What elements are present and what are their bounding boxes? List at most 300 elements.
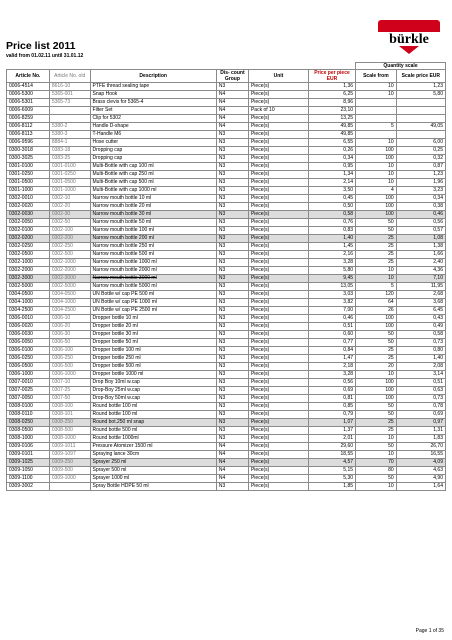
article-no-cell: 0302-0200: [7, 235, 50, 243]
article-no-cell: 0304-1000: [7, 299, 50, 307]
scale-price-cell: 3,68: [396, 299, 445, 307]
price-table: [6, 62, 446, 491]
article-no-cell: 0006-5300: [7, 91, 50, 99]
scale-price-cell: 0,58: [396, 331, 445, 339]
unit-cell: Piece(s): [248, 83, 308, 91]
description-cell: UN Bottle w/ cap PE 2500 ml: [90, 307, 216, 315]
article-no-cell: 0308-0100: [7, 403, 50, 411]
article-no-cell: 0301-0100: [7, 163, 50, 171]
article-no-old-cell: 0306-100: [49, 347, 90, 355]
unit-cell: Piece(s): [248, 171, 308, 179]
price-cell: 0,45: [308, 195, 355, 203]
unit-cell: Piece(s): [248, 179, 308, 187]
price-table-body: [7, 83, 446, 491]
scale-price-cell: 0,63: [396, 387, 445, 395]
price-cell: 0,83: [308, 227, 355, 235]
discount-group-cell: N3: [216, 267, 248, 275]
scale-price-cell: [396, 107, 445, 115]
scale-price-cell: 2,40: [396, 259, 445, 267]
scale-from-cell: 10: [356, 451, 397, 459]
unit-cell: Piece(s): [248, 315, 308, 323]
table-row: [7, 139, 446, 147]
unit-cell: Piece(s): [248, 251, 308, 259]
scale-from-cell: 100: [356, 195, 397, 203]
scale-from-cell: 70: [356, 459, 397, 467]
scale-from-cell: 100: [356, 379, 397, 387]
discount-group-cell: N3: [216, 83, 248, 91]
scale-from-cell: 100: [356, 211, 397, 219]
price-cell: 1,40: [308, 235, 355, 243]
price-cell: 0,60: [308, 331, 355, 339]
article-no-cell: 0301-1000: [7, 187, 50, 195]
scale-price-cell: 4,09: [396, 459, 445, 467]
scale-price-cell: 2,08: [396, 363, 445, 371]
table-row: [7, 419, 446, 427]
scale-price-cell: 1,31: [396, 427, 445, 435]
article-no-old-cell: 0383-25: [49, 155, 90, 163]
scale-from-cell: 50: [356, 443, 397, 451]
col-scale-from: Scale from: [356, 70, 397, 83]
article-no-cell: 0302-1000: [7, 259, 50, 267]
scale-from-cell: 4: [356, 187, 397, 195]
scale-price-cell: [396, 115, 445, 123]
discount-group-cell: N4: [216, 123, 248, 131]
page-number: Page 1 of 35: [415, 628, 444, 634]
scale-from-cell: 10: [356, 163, 397, 171]
scale-from-cell: 50: [356, 227, 397, 235]
price-cell: 0,56: [308, 379, 355, 387]
description-cell: Round bot.250 ml snap: [90, 419, 216, 427]
unit-cell: Piece(s): [248, 235, 308, 243]
article-no-cell: 0308-0500: [7, 427, 50, 435]
scale-from-cell: 100: [356, 323, 397, 331]
unit-cell: Piece(s): [248, 123, 308, 131]
scale-price-cell: 0,32: [396, 155, 445, 163]
unit-cell: Piece(s): [248, 339, 308, 347]
article-no-cell: 0302-0030: [7, 211, 50, 219]
table-row: [7, 275, 446, 283]
table-row: [7, 227, 446, 235]
price-cell: 13,25: [308, 115, 355, 123]
article-no-old-cell: 0301-0500: [49, 179, 90, 187]
discount-group-cell: N3: [216, 483, 248, 491]
price-cell: 0,51: [308, 323, 355, 331]
article-no-cell: 0309-1100: [7, 475, 50, 483]
description-cell: Narrow mouth bottle 10 ml: [90, 195, 216, 203]
discount-group-cell: N3: [216, 155, 248, 163]
price-cell: 8,96: [308, 99, 355, 107]
table-row: [7, 267, 446, 275]
article-no-cell: 0302-0020: [7, 203, 50, 211]
column-header-row: [7, 70, 446, 83]
article-no-old-cell: 0302-500: [49, 251, 90, 259]
unit-cell: Piece(s): [248, 427, 308, 435]
description-cell: Drop-Boy 50ml w.cap: [90, 395, 216, 403]
scale-from-cell: 100: [356, 387, 397, 395]
discount-group-cell: N3: [216, 211, 248, 219]
description-cell: Sprayer 250 ml: [90, 459, 216, 467]
table-row: [7, 379, 446, 387]
price-cell: 0,84: [308, 347, 355, 355]
scale-from-cell: [356, 131, 397, 139]
scale-from-cell: 10: [356, 171, 397, 179]
table-row: [7, 411, 446, 419]
table-row: [7, 459, 446, 467]
scale-price-cell: 1,66: [396, 251, 445, 259]
scale-from-cell: 10: [356, 435, 397, 443]
scale-from-cell: 50: [356, 339, 397, 347]
scale-price-cell: 26,70: [396, 443, 445, 451]
quantity-scale-header: Quantity scale: [356, 63, 446, 70]
article-no-old-cell: 0301-0100: [49, 163, 90, 171]
article-no-old-cell: 0306-1000: [49, 371, 90, 379]
scale-from-cell: 10: [356, 83, 397, 91]
article-no-old-cell: 0301-1000: [49, 187, 90, 195]
scale-price-cell: 0,97: [396, 419, 445, 427]
discount-group-cell: N3: [216, 243, 248, 251]
article-no-cell: 0301-0250: [7, 171, 50, 179]
price-cell: 3,28: [308, 259, 355, 267]
article-no-cell: 0307-0010: [7, 379, 50, 387]
discount-group-cell: N3: [216, 435, 248, 443]
discount-group-cell: N3: [216, 347, 248, 355]
description-cell: Multi-Bottle with cap 100 ml: [90, 163, 216, 171]
scale-from-cell: 25: [356, 355, 397, 363]
unit-cell: Piece(s): [248, 323, 308, 331]
price-cell: 0,81: [308, 395, 355, 403]
scale-price-cell: 1,23: [396, 83, 445, 91]
scale-price-cell: 0,69: [396, 411, 445, 419]
scale-price-cell: 11,95: [396, 283, 445, 291]
price-cell: 0,76: [308, 219, 355, 227]
unit-cell: Piece(s): [248, 211, 308, 219]
discount-group-cell: N3: [216, 275, 248, 283]
discount-group-cell: N3: [216, 219, 248, 227]
scale-from-cell: 25: [356, 259, 397, 267]
price-cell: 5,80: [308, 267, 355, 275]
table-row: [7, 203, 446, 211]
unit-cell: Piece(s): [248, 451, 308, 459]
discount-group-cell: N3: [216, 371, 248, 379]
description-cell: Narrow mouth bottle 30 ml: [90, 211, 216, 219]
col-price: Price per piece EUR: [308, 70, 355, 83]
scale-price-cell: 0,49: [396, 323, 445, 331]
discount-group-cell: N3: [216, 379, 248, 387]
article-no-cell: 0306-0030: [7, 331, 50, 339]
article-no-cell: 0306-0100: [7, 347, 50, 355]
unit-cell: Pack of 10: [248, 107, 308, 115]
unit-cell: Piece(s): [248, 227, 308, 235]
scale-price-cell: 49,05: [396, 123, 445, 131]
scale-from-cell: 25: [356, 419, 397, 427]
price-cell: 1,85: [308, 483, 355, 491]
unit-cell: Piece(s): [248, 419, 308, 427]
unit-cell: Piece(s): [248, 195, 308, 203]
price-cell: 1,45: [308, 243, 355, 251]
unit-cell: Piece(s): [248, 459, 308, 467]
scale-price-cell: 0,78: [396, 403, 445, 411]
description-cell: Round bottle 1000ml: [90, 435, 216, 443]
price-cell: 1,07: [308, 419, 355, 427]
description-cell: Brass clevis for 5365-4: [90, 99, 216, 107]
article-no-old-cell: 0302-1000: [49, 259, 90, 267]
unit-cell: Piece(s): [248, 403, 308, 411]
article-no-old-cell: 5365-001: [49, 91, 90, 99]
description-cell: Multi-Bottle with cap 500 ml: [90, 179, 216, 187]
table-row: [7, 443, 446, 451]
price-cell: 49,85: [308, 123, 355, 131]
description-cell: Clip for 5302: [90, 115, 216, 123]
table-row: [7, 99, 446, 107]
unit-cell: Piece(s): [248, 483, 308, 491]
scale-price-cell: 5,80: [396, 91, 445, 99]
price-cell: 6,55: [308, 139, 355, 147]
table-row: [7, 323, 446, 331]
discount-group-cell: N3: [216, 147, 248, 155]
burkle-logo: [374, 18, 444, 56]
table-row: [7, 467, 446, 475]
article-no-old-cell: 0309-1011: [49, 443, 90, 451]
discount-group-cell: N4: [216, 115, 248, 123]
article-no-old-cell: 0308-500: [49, 427, 90, 435]
unit-cell: Piece(s): [248, 355, 308, 363]
discount-group-cell: N4: [216, 467, 248, 475]
article-no-old-cell: 0302-250: [49, 243, 90, 251]
table-row: [7, 235, 446, 243]
description-cell: Narrow mouth bottle 3000 ml: [90, 275, 216, 283]
scale-price-cell: 7,10: [396, 275, 445, 283]
scale-from-cell: 26: [356, 307, 397, 315]
scale-price-cell: 16,55: [396, 451, 445, 459]
price-cell: 2,14: [308, 179, 355, 187]
scale-price-cell: [396, 99, 445, 107]
article-no-cell: 0306-0500: [7, 363, 50, 371]
discount-group-cell: N3: [216, 131, 248, 139]
article-no-cell: 0306-1000: [7, 371, 50, 379]
price-cell: 0,95: [308, 163, 355, 171]
article-no-old-cell: 5380-2: [49, 123, 90, 131]
price-cell: 3,03: [308, 291, 355, 299]
price-cell: 2,18: [308, 363, 355, 371]
scale-price-cell: 0,57: [396, 227, 445, 235]
page-title: Price list 2011: [6, 40, 76, 52]
scale-from-cell: 10: [356, 91, 397, 99]
table-row: [7, 259, 446, 267]
article-no-old-cell: 0301-0250: [49, 171, 90, 179]
table-row: [7, 387, 446, 395]
article-no-old-cell: 0309-500: [49, 467, 90, 475]
price-cell: 1,47: [308, 355, 355, 363]
article-no-old-cell: 0302-3000: [49, 275, 90, 283]
col-article-no: Article No.: [7, 70, 50, 83]
unit-cell: Piece(s): [248, 299, 308, 307]
description-cell: Narrow mouth bottle 2000 ml: [90, 267, 216, 275]
article-no-cell: 0302-0500: [7, 251, 50, 259]
table-row: [7, 107, 446, 115]
unit-cell: Piece(s): [248, 467, 308, 475]
table-row: [7, 83, 446, 91]
article-no-cell: 0307-0025: [7, 387, 50, 395]
scale-price-cell: [396, 131, 445, 139]
description-cell: Round bottle 100 ml: [90, 403, 216, 411]
description-cell: Dropper bottle 100 ml: [90, 347, 216, 355]
scale-price-cell: 1,23: [396, 171, 445, 179]
article-no-old-cell: 5380-3: [49, 131, 90, 139]
table-row: [7, 131, 446, 139]
discount-group-cell: N3: [216, 411, 248, 419]
price-cell: 0,58: [308, 211, 355, 219]
scale-price-cell: 4,36: [396, 267, 445, 275]
scale-from-cell: 10: [356, 179, 397, 187]
table-row: [7, 331, 446, 339]
article-no-old-cell: [49, 107, 90, 115]
table-row: [7, 371, 446, 379]
article-no-old-cell: 0306-10: [49, 315, 90, 323]
article-no-cell: 0302-0100: [7, 227, 50, 235]
description-cell: Spraying lance 30cm: [90, 451, 216, 459]
article-no-cell: 0006-8259: [7, 115, 50, 123]
description-cell: Dropper bottle 500 ml: [90, 363, 216, 371]
article-no-old-cell: 0307-50: [49, 395, 90, 403]
unit-cell: Piece(s): [248, 307, 308, 315]
article-no-old-cell: 0302-50: [49, 219, 90, 227]
scale-from-cell: 25: [356, 235, 397, 243]
scale-price-cell: 4,90: [396, 475, 445, 483]
discount-group-cell: N3: [216, 291, 248, 299]
description-cell: Narrow mouth bottle 200 ml: [90, 235, 216, 243]
price-cell: 23,10: [308, 107, 355, 115]
discount-group-cell: N3: [216, 195, 248, 203]
price-cell: 7,00: [308, 307, 355, 315]
table-row: [7, 475, 446, 483]
article-no-cell: 0304-2500: [7, 307, 50, 315]
table-row: [7, 251, 446, 259]
unit-cell: Piece(s): [248, 155, 308, 163]
article-no-old-cell: 0309-1097: [49, 451, 90, 459]
article-no-old-cell: 0302-100: [49, 227, 90, 235]
table-row: [7, 347, 446, 355]
description-cell: Dropping cap: [90, 155, 216, 163]
article-no-old-cell: 5365-73: [49, 99, 90, 107]
scale-from-cell: 100: [356, 155, 397, 163]
price-cell: 2,16: [308, 251, 355, 259]
discount-group-cell: N3: [216, 403, 248, 411]
price-cell: 29,60: [308, 443, 355, 451]
article-no-old-cell: 0309-1000: [49, 475, 90, 483]
article-no-old-cell: 0302-200: [49, 235, 90, 243]
unit-cell: Piece(s): [248, 371, 308, 379]
price-cell: 0,50: [308, 203, 355, 211]
scale-from-cell: 20: [356, 363, 397, 371]
discount-group-cell: N4: [216, 107, 248, 115]
table-row: [7, 187, 446, 195]
table-row: [7, 123, 446, 131]
description-cell: Sprayer 1000 ml: [90, 475, 216, 483]
scale-price-cell: 3,23: [396, 187, 445, 195]
article-no-cell: 0309-3002: [7, 483, 50, 491]
article-no-old-cell: 0308-1000: [49, 435, 90, 443]
price-cell: 0,46: [308, 315, 355, 323]
scale-from-cell: 50: [356, 411, 397, 419]
discount-group-cell: N3: [216, 339, 248, 347]
article-no-old-cell: 0309-250: [49, 459, 90, 467]
scale-price-cell: 1,64: [396, 483, 445, 491]
scale-from-cell: 25: [356, 347, 397, 355]
table-row: [7, 363, 446, 371]
discount-group-cell: N3: [216, 299, 248, 307]
scale-from-cell: 50: [356, 475, 397, 483]
col-scale-price: Scale price EUR: [396, 70, 445, 83]
scale-from-cell: 50: [356, 219, 397, 227]
description-cell: Drop Boy 10ml w.cap: [90, 379, 216, 387]
discount-group-cell: N3: [216, 283, 248, 291]
price-cell: 9,45: [308, 275, 355, 283]
article-no-old-cell: 0308-250: [49, 419, 90, 427]
article-no-cell: 0309-1050: [7, 467, 50, 475]
article-no-old-cell: 0304-1000: [49, 299, 90, 307]
table-row: [7, 195, 446, 203]
scale-price-cell: 0,80: [396, 347, 445, 355]
discount-group-cell: N3: [216, 227, 248, 235]
article-no-cell: 0306-0050: [7, 339, 50, 347]
table-row: [7, 179, 446, 187]
article-no-old-cell: 0306-20: [49, 323, 90, 331]
description-cell: Snap Hook: [90, 91, 216, 99]
table-row: [7, 299, 446, 307]
article-no-cell: 0302-0250: [7, 243, 50, 251]
discount-group-cell: N3: [216, 323, 248, 331]
scale-from-cell: 80: [356, 467, 397, 475]
unit-cell: Piece(s): [248, 91, 308, 99]
table-row: [7, 315, 446, 323]
article-no-cell: 0306-0010: [7, 315, 50, 323]
article-no-old-cell: 0302-20: [49, 203, 90, 211]
scale-from-cell: 5: [356, 283, 397, 291]
price-cell: 3,28: [308, 371, 355, 379]
discount-group-cell: N4: [216, 99, 248, 107]
price-cell: 18,55: [308, 451, 355, 459]
price-cell: 1,37: [308, 427, 355, 435]
unit-cell: Piece(s): [248, 131, 308, 139]
article-no-cell: 0006-6009: [7, 107, 50, 115]
discount-group-cell: N3: [216, 179, 248, 187]
article-no-cell: 0302-0050: [7, 219, 50, 227]
description-cell: Dropping cap: [90, 147, 216, 155]
discount-group-cell: N3: [216, 139, 248, 147]
scale-from-cell: 100: [356, 203, 397, 211]
article-no-cell: 0302-0010: [7, 195, 50, 203]
article-no-old-cell: 0302-5000: [49, 283, 90, 291]
article-no-cell: 0006-8112: [7, 123, 50, 131]
description-cell: Narrow mouth bottle 500 ml: [90, 251, 216, 259]
unit-cell: Piece(s): [248, 411, 308, 419]
discount-group-cell: N3: [216, 203, 248, 211]
scale-from-cell: [356, 107, 397, 115]
col-article-no-old: Article No. old: [49, 70, 90, 83]
description-cell: Spray Bottle HDPE 50 ml: [90, 483, 216, 491]
unit-cell: Piece(s): [248, 475, 308, 483]
unit-cell: Piece(s): [248, 147, 308, 155]
table-row: [7, 243, 446, 251]
discount-group-cell: N3: [216, 419, 248, 427]
article-no-old-cell: 0307-25: [49, 387, 90, 395]
description-cell: PTFE thread sealing tape: [90, 83, 216, 91]
article-no-old-cell: 0306-50: [49, 339, 90, 347]
discount-group-cell: N3: [216, 171, 248, 179]
article-no-old-cell: 8884-1: [49, 139, 90, 147]
description-cell: Narrow mouth bottle 5000 ml: [90, 283, 216, 291]
scale-price-cell: 2,68: [396, 291, 445, 299]
